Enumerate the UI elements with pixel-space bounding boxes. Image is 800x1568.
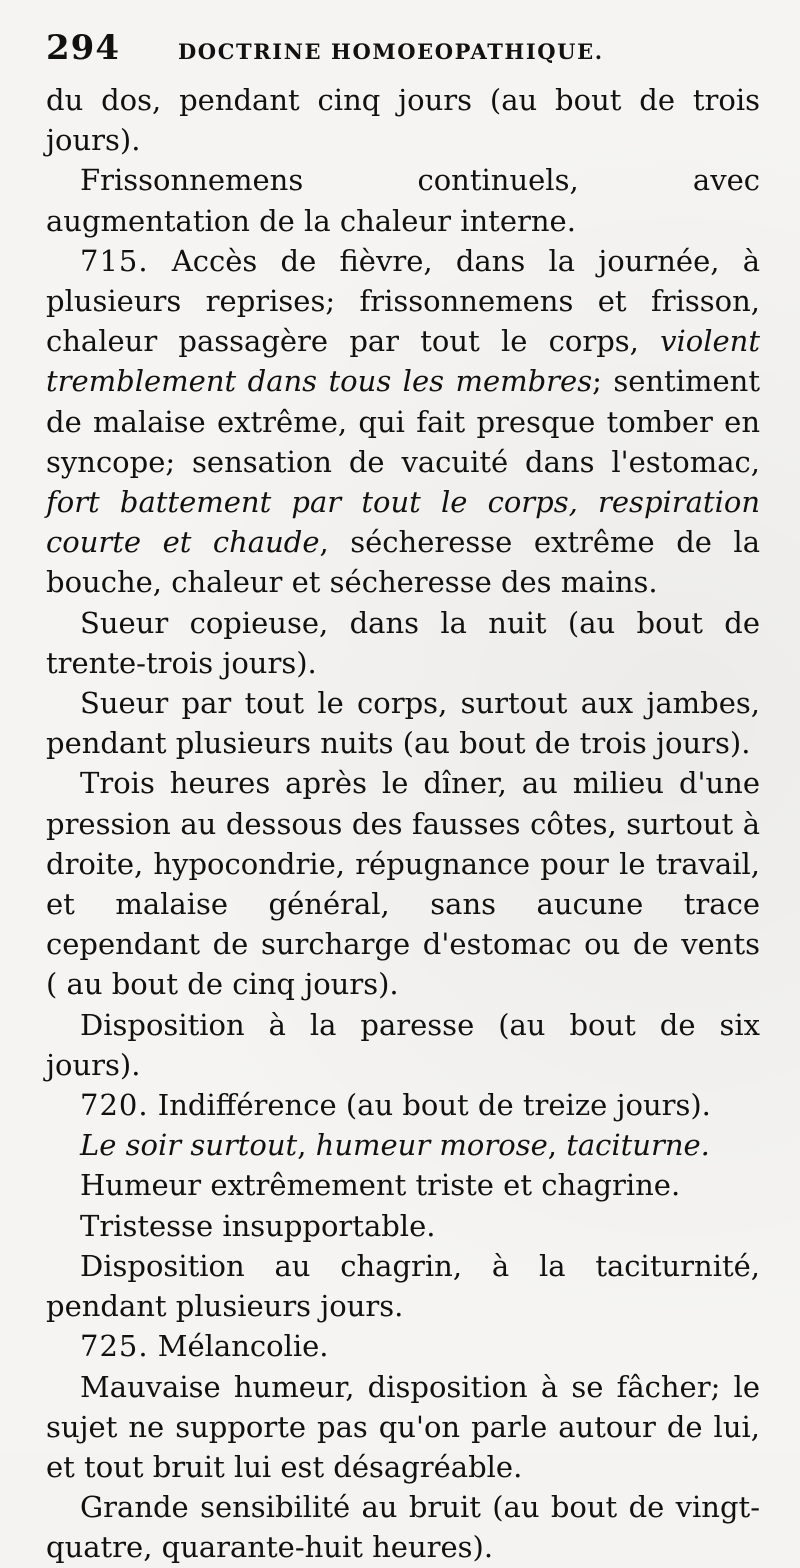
text-run: Trois heures après le dîner, au milieu d'une pression au dessous des fausses côtes, surtout à droite, hypocondrie, répugnance pour le travail, et malaise général, sans aucune trace cependant de surcharge d'estomac ou de vents ( au bout de cinq jours). <box>46 766 760 1002</box>
paragraph <box>46 1005 760 1085</box>
text-run: , <box>297 1128 316 1163</box>
text-run: Indifférence (au bout de treize jours). <box>148 1088 711 1123</box>
paragraph <box>46 1125 760 1165</box>
paragraph <box>46 241 760 603</box>
body-text <box>46 80 760 1568</box>
text-run: Grande sensibilité au bruit (au bout de vingt-quatre, quarante-huit heures). <box>46 1490 760 1565</box>
italic-text: Le soir surtout <box>80 1128 298 1163</box>
text-run: , <box>547 1128 567 1163</box>
paragraph <box>46 1487 760 1567</box>
text-run: , sécheresse extrême de la bouche, chaleur et sécheresse des mains. <box>46 525 760 600</box>
paragraph <box>46 80 760 160</box>
paragraph <box>46 763 760 1004</box>
paragraph <box>46 1246 760 1326</box>
paragraph <box>46 1367 760 1488</box>
italic-text: humeur morose <box>315 1128 548 1163</box>
paragraph <box>46 1206 760 1246</box>
paragraph-number: 715. <box>80 243 149 278</box>
italic-text: taciturne. <box>566 1128 710 1163</box>
text-run: ; sentiment de malaise extrême, qui fait presque tomber en syncope; sensation de vacuité dans l'estomac, <box>46 364 760 479</box>
italic-text: violent tremblement dans tous les membres <box>46 324 760 399</box>
paragraph <box>46 603 760 683</box>
text-run: Humeur extrêmement triste et chagrine. <box>80 1168 681 1203</box>
text-run: Mauvaise humeur, disposition à se fâcher; le sujet ne supporte pas qu'on parle autour de lui, et tout bruit lui est désagréable. <box>46 1369 760 1484</box>
text-run: Frissonnemens continuels, avec augmentation de la chaleur interne. <box>46 163 760 238</box>
text-run: Disposition au chagrin, à la taciturnité, pendant plusieurs jours. <box>46 1248 760 1324</box>
paragraph <box>46 1326 760 1366</box>
text-run: Tristesse insupportable. <box>80 1208 436 1243</box>
running-title: DOCTRINE HOMOEOPATHIQUE. <box>177 39 604 64</box>
paragraph <box>46 1165 760 1205</box>
text-run: Sueur copieuse, dans la nuit (au bout de trente-trois jours). <box>46 605 760 680</box>
paragraph-number: 725. <box>80 1329 149 1364</box>
page-header <box>46 28 760 74</box>
paragraph <box>46 160 760 240</box>
paragraph-number: 720. <box>80 1088 149 1123</box>
text-run: Accès de fièvre, dans la journée, à plusieurs reprises; frissonnemens et frisson, chaleur passagère par tout le corps, <box>46 243 760 359</box>
text-run: Sueur par tout le corps, surtout aux jambes, pendant plusieurs nuits (au bout de trois jours). <box>46 686 760 761</box>
paragraph <box>46 683 760 763</box>
italic-text: fort battement par tout le corps, respiration courte et chaude <box>46 485 760 560</box>
paragraph <box>46 1085 760 1125</box>
text-run: du dos, pendant cinq jours (au bout de trois jours). <box>46 83 760 158</box>
page-number: 294 <box>46 28 120 68</box>
text-run: Mélancolie. <box>148 1329 329 1364</box>
text-run: Disposition à la paresse (au bout de six jours). <box>46 1007 760 1082</box>
